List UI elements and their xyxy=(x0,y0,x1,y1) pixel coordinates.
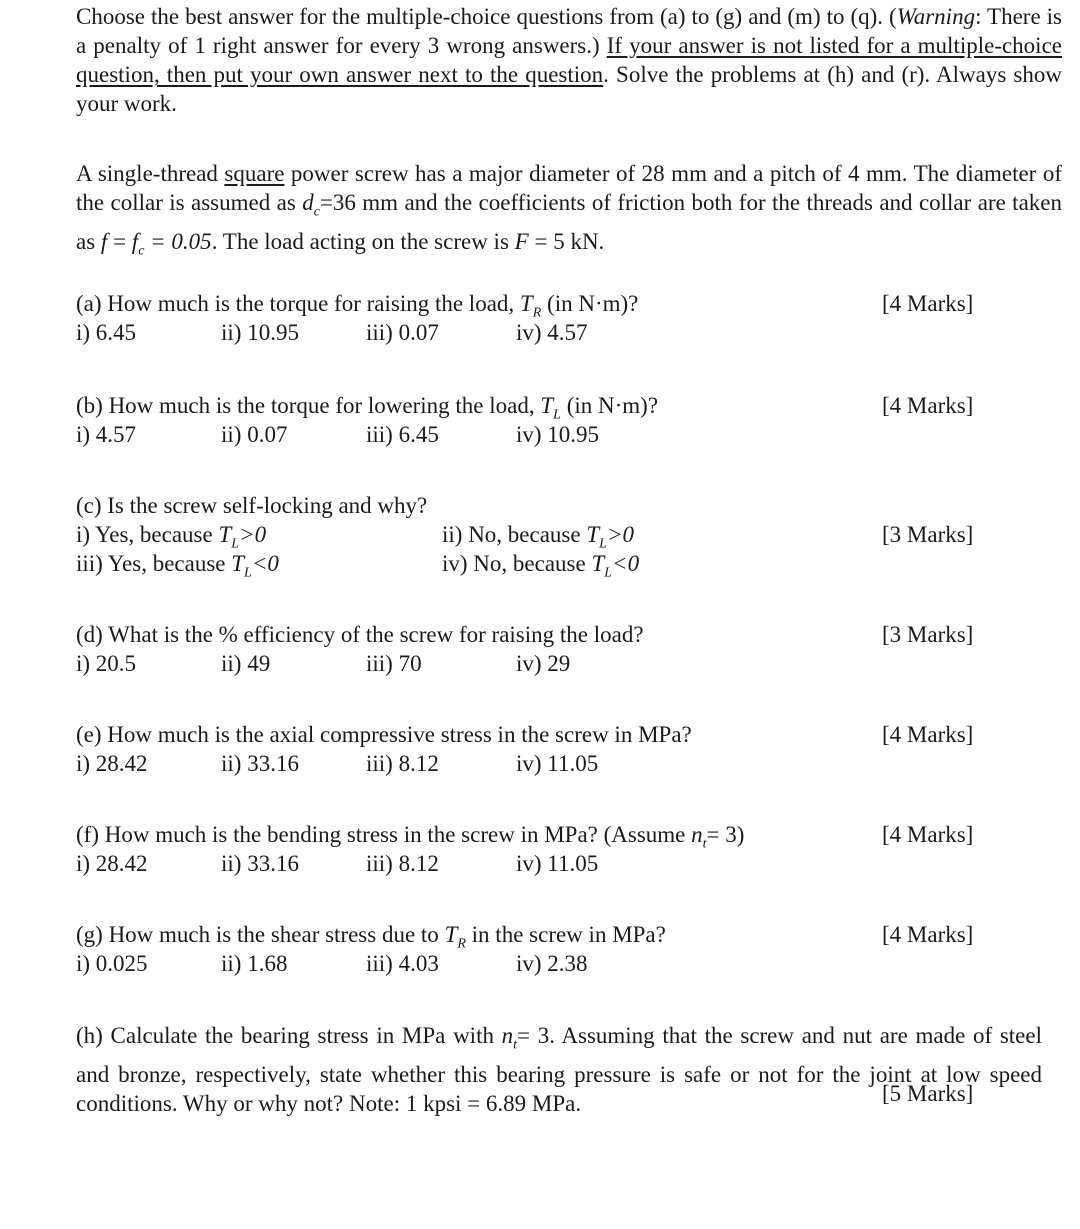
option-f-iii[interactable]: iii) 8.12 xyxy=(366,851,439,876)
marks-g: [4 Marks] xyxy=(882,922,974,947)
question-e: (e) How much is the axial compressive stress in the screw in MPa? i) 28.42 ii) 33.16 iii) 8.12 iv) 11.05 xyxy=(76,722,692,776)
option-a-iii[interactable]: iii) 0.07 xyxy=(366,320,439,345)
options-a xyxy=(76,318,1016,347)
question-a: (a) How much is the torque for raising the load, $T_R$ (in N·m)? i) 6.45 ii) 10.95 iii) 0.07 iv) 4.57 xyxy=(76,289,1016,347)
option-d-ii[interactable]: ii) 49 xyxy=(221,651,271,676)
option-g-i[interactable]: i) 0.025 xyxy=(76,951,148,976)
option-a-iv[interactable]: iv) 4.57 xyxy=(516,320,588,345)
question-g: (g) How much is the shear stress due to $T_R$ in the screw in MPa? i) 0.025 ii) 1.68 iii) 4.03 iv) 2.38 xyxy=(76,922,666,976)
marks-d: [3 Marks] xyxy=(882,622,974,647)
option-b-i[interactable]: i) 4.57 xyxy=(76,422,137,447)
question-b: (b) How much is the torque for lowering the load, $T_L$ (in N·m)? i) 4.57 ii) 0.07 iii) 6.45 iv) 10.95 xyxy=(76,391,1016,449)
marks-h: [5 Marks] xyxy=(882,1081,974,1106)
option-f-iv[interactable]: iv) 11.05 xyxy=(516,851,599,876)
option-b-ii[interactable]: ii) 0.07 xyxy=(221,422,288,447)
warning-label: Warning xyxy=(896,4,976,29)
option-f-i[interactable]: i) 28.42 xyxy=(76,851,148,876)
option-b-iii[interactable]: iii) 6.45 xyxy=(366,422,439,447)
marks-f: [4 Marks] xyxy=(882,822,974,847)
problem-statement: A single-thread square power screw has a major diameter of 28 mm and a pitch of 4 mm. The diameter of the collar is assumed as $d_c=36$ mm and the coefficients of friction both for the threads and collar are taken as $f = f_c = 0.05$. The load acting on the screw is F = 5 kN. xyxy=(76,161,1062,259)
option-g-iv[interactable]: iv) 2.38 xyxy=(516,951,588,976)
option-e-ii[interactable]: ii) 33.16 xyxy=(221,751,299,776)
option-d-i[interactable]: i) 20.5 xyxy=(76,651,137,676)
instructions-paragraph: Choose the best answer for the multiple-choice questions from (a) to (g) and (m) to (q). (Warning: There is a penalty of 1 right answer for every 3 wrong answers.) If your answer is not listed for a multiple-choice question, then put your own answer next to the question. Solve the problems at (h) and (r). Always show your work. xyxy=(76,4,1062,116)
option-d-iii[interactable]: iii) 70 xyxy=(366,651,422,676)
options-b xyxy=(76,420,1016,449)
option-a-i[interactable]: i) 6.45 xyxy=(76,320,137,345)
option-b-iv[interactable]: iv) 10.95 xyxy=(516,422,600,447)
option-d-iv[interactable]: iv) 29 xyxy=(516,651,571,676)
marks-e: [4 Marks] xyxy=(882,722,974,747)
question-c: (c) Is the screw self-locking and why? i) Yes, because $T_L>0$ ii) No, because $T_L>0$ iii) Yes, because $T_L<0$ iv) No, because $T_L<0$ xyxy=(76,491,1016,578)
option-e-iv[interactable]: iv) 11.05 xyxy=(516,751,599,776)
option-e-iii[interactable]: iii) 8.12 xyxy=(366,751,439,776)
question-f: (f) How much is the bending stress in the screw in MPa? (Assume $n_t= 3$) i) 28.42 ii) 33.16 iii) 8.12 iv) 11.05 xyxy=(76,822,745,876)
question-h: (h) Calculate the bearing stress in MPa with $n_t= 3$. Assuming that the screw and nut are made of steel and bronze, respectively, state whether this bearing pressure is safe or not for the joint at low speed conditions. Why or why not? Note: 1 kpsi = 6.89 MPa. xyxy=(76,1023,1042,1116)
option-g-iii[interactable]: iii) 4.03 xyxy=(366,951,439,976)
option-f-ii[interactable]: ii) 33.16 xyxy=(221,851,299,876)
marks-b: [4 Marks] xyxy=(882,393,974,418)
option-g-ii[interactable]: ii) 1.68 xyxy=(221,951,288,976)
option-c-iii[interactable]: iii) Yes, because $T_L<0$ xyxy=(76,551,279,581)
option-a-ii[interactable]: ii) 10.95 xyxy=(221,320,299,345)
option-c-ii[interactable]: ii) No, because $T_L>0$ xyxy=(442,522,634,552)
option-e-i[interactable]: i) 28.42 xyxy=(76,751,148,776)
option-c-i[interactable]: i) Yes, because $T_L>0$ xyxy=(76,522,267,552)
underlined-instruction: If your answer is not listed for a multiple-choice question, then put your own answer next to the question xyxy=(76,33,1062,87)
question-d: (d) What is the % efficiency of the screw for raising the load? i) 20.5 ii) 49 iii) 70 iv) 29 xyxy=(76,622,644,676)
marks-c: [3 Marks] xyxy=(882,522,974,547)
marks-a: [4 Marks] xyxy=(882,291,974,316)
option-c-iv[interactable]: iv) No, because $T_L<0$ xyxy=(442,551,640,581)
